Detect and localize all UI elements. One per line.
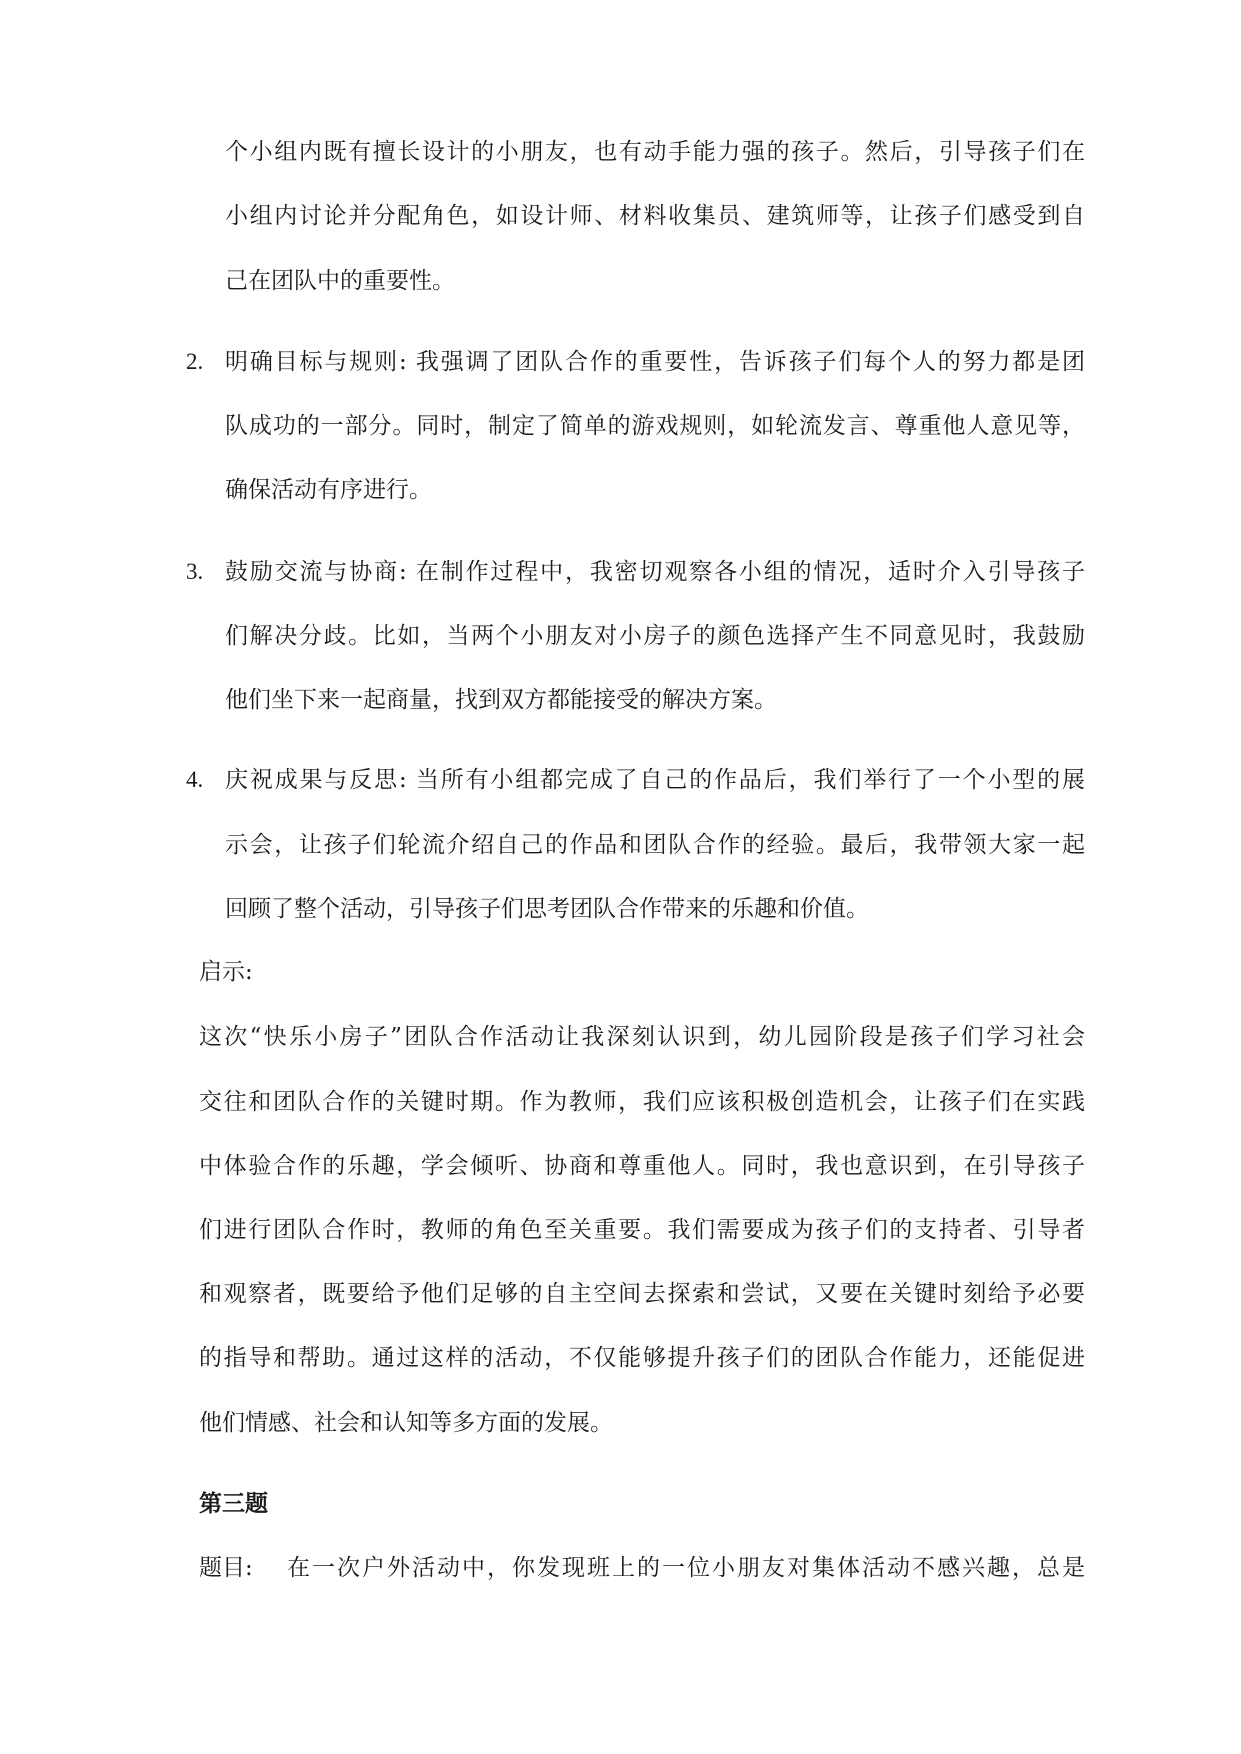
item-3-line-2: 们解决分歧。比如，当两个小朋友对小房子的颜色选择产生不同意见时，我鼓励 — [225, 623, 1085, 649]
item-4-line-3: 回顾了整个活动，引导孩子们思考团队合作带来的乐趣和价值。 — [225, 896, 869, 922]
insight-line-4: 们进行团队合作时，教师的角色至关重要。我们需要成为孩子们的支持者、引导者 — [199, 1217, 1085, 1243]
item-2-number: 2. — [186, 349, 204, 374]
question-text: 在一次户外活动中，你发现班上的一位小朋友对集体活动不感兴趣，总是 — [287, 1555, 1085, 1581]
item-3-line-1: 鼓励交流与协商: 在制作过程中，我密切观察各小组的情况，适时介入引导孩子 — [225, 559, 1085, 585]
item-3-line-3: 他们坐下来一起商量，找到双方都能接受的解决方案。 — [225, 687, 777, 713]
item-1-line-2: 小组内讨论并分配角色，如设计师、材料收集员、建筑师等，让孩子们感受到自 — [225, 203, 1085, 229]
item-2-line-1: 明确目标与规则: 我强调了团队合作的重要性，告诉孩子们每个人的努力都是团 — [225, 349, 1085, 375]
insight-heading: 启示: — [199, 959, 253, 985]
insight-line-5: 和观察者，既要给予他们足够的自主空间去探索和尝试，又要在关键时刻给予必要 — [199, 1281, 1085, 1307]
item-1-line-3: 己在团队中的重要性。 — [225, 268, 455, 294]
insight-line-3: 中体验合作的乐趣，学会倾听、协商和尊重他人。同时，我也意识到，在引导孩子 — [199, 1153, 1085, 1179]
item-3-number: 3. — [186, 559, 204, 584]
item-4-line-1: 庆祝成果与反思: 当所有小组都完成了自己的作品后，我们举行了一个小型的展 — [225, 767, 1085, 793]
insight-line-2: 交往和团队合作的关键时期。作为教师，我们应该积极创造机会，让孩子们在实践 — [199, 1089, 1085, 1115]
item-2-line-3: 确保活动有序进行。 — [225, 477, 432, 503]
item-2-line-2: 队成功的一部分。同时，制定了简单的游戏规则，如轮流发言、尊重他人意见等， — [225, 413, 1085, 439]
item-1-line-1: 个小组内既有擅长设计的小朋友，也有动手能力强的孩子。然后，引导孩子们在 — [225, 139, 1085, 165]
item-4-number: 4. — [186, 767, 204, 792]
question-label: 题目: — [199, 1555, 253, 1581]
item-4-line-2: 示会，让孩子们轮流介绍自己的作品和团队合作的经验。最后，我带领大家一起 — [225, 832, 1085, 858]
insight-line-1: 这次“快乐小房子”团队合作活动让我深刻认识到，幼儿园阶段是孩子们学习社会 — [199, 1024, 1085, 1050]
insight-line-7: 他们情感、社会和认知等多方面的发展。 — [199, 1410, 613, 1436]
insight-line-6: 的指导和帮助。通过这样的活动，不仅能够提升孩子们的团队合作能力，还能促进 — [199, 1345, 1085, 1371]
section-3-title: 第三题 — [199, 1491, 268, 1517]
